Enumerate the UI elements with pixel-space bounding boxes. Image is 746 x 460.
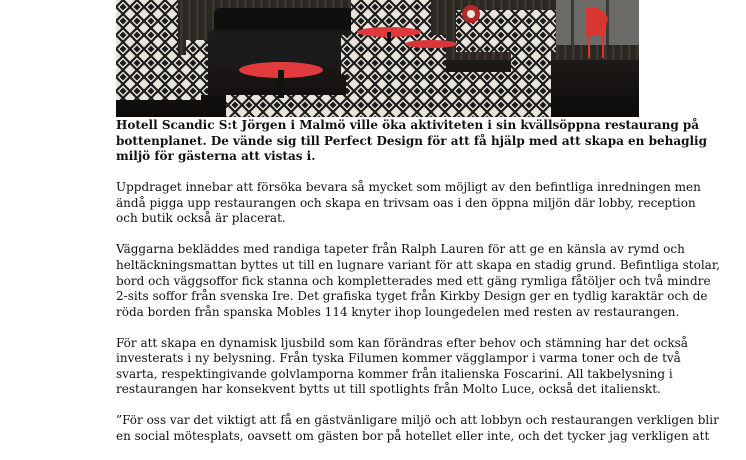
- text-line: miljö för gästerna att vistas i.: [116, 149, 316, 164]
- text-line: röda borden från spanska Mobles 114 knyter ihop loungedelen med resten av restaurangen.: [116, 304, 680, 319]
- text-line: investerats i ny belysning. Från tyska Filumen kommer vägglampor i varma toner och de två: [116, 351, 681, 366]
- text-line: och butik också är placerat.: [116, 211, 286, 226]
- body-paragraph: [116, 242, 721, 320]
- text-line: Hotell Scandic S:t Jörgen i Malmö ville öka aktiviteten i sin kvällsöppna restaurang på: [116, 118, 700, 132]
- restaurant-photo: [116, 0, 639, 117]
- text-line: bord och väggsoffor fick stanna och kompletterades med ett gäng rymliga fåtöljer och två mindre: [116, 273, 711, 288]
- text-line: För att skapa en dynamisk ljusbild som kan förändras efter behov och stämning har det också: [116, 335, 688, 350]
- text-line: restaurangen har konsekvent bytts ut till spotlights från Molto Luce, också det italienskt.: [116, 382, 661, 397]
- text-line: Väggarna bekläddes med randiga tapeter från Ralph Lauren för att ge en känsla av rymd och: [116, 242, 685, 257]
- lead-paragraph: [116, 118, 708, 165]
- text-line: Uppdraget innebar att försöka bevara så mycket som möjligt av den befintliga inredningen men: [116, 180, 701, 195]
- body-paragraph: [116, 180, 701, 227]
- body-paragraph: [116, 413, 719, 444]
- text-line: 2-sits soffor från svenska Ire. Det grafiska tyget från Kirkby Design ger en tydlig karaktär och de: [116, 289, 708, 304]
- text-line: svarta, respektingivande golvlamporna kommer från italienska Foscarini. All takbelysning i: [116, 366, 673, 381]
- text-line: bottenplanet. De vände sig till Perfect Design för att få hjälp med att skapa en behaglig: [116, 133, 708, 148]
- text-line: heltäckningsmattan byttes ut till en lugnare variant för att skapa en stadig grund. Befintliga stolar,: [116, 257, 721, 272]
- body-paragraph: [116, 335, 688, 398]
- restaurant-photo-illustration: [116, 0, 639, 117]
- article-body: [116, 118, 721, 460]
- text-line: ändå pigga upp restaurangen och skapa en trivsam oas i den öppna miljön där lobby, reception: [116, 195, 696, 210]
- text-line: en social mötesplats, oavsett om gästen bor på hotellet eller inte, och det tycker jag verkligen att: [116, 429, 710, 444]
- text-line: ”För oss var det viktigt att få en gästvänligare miljö och att lobbyn och restaurangen verkligen blir: [116, 413, 719, 428]
